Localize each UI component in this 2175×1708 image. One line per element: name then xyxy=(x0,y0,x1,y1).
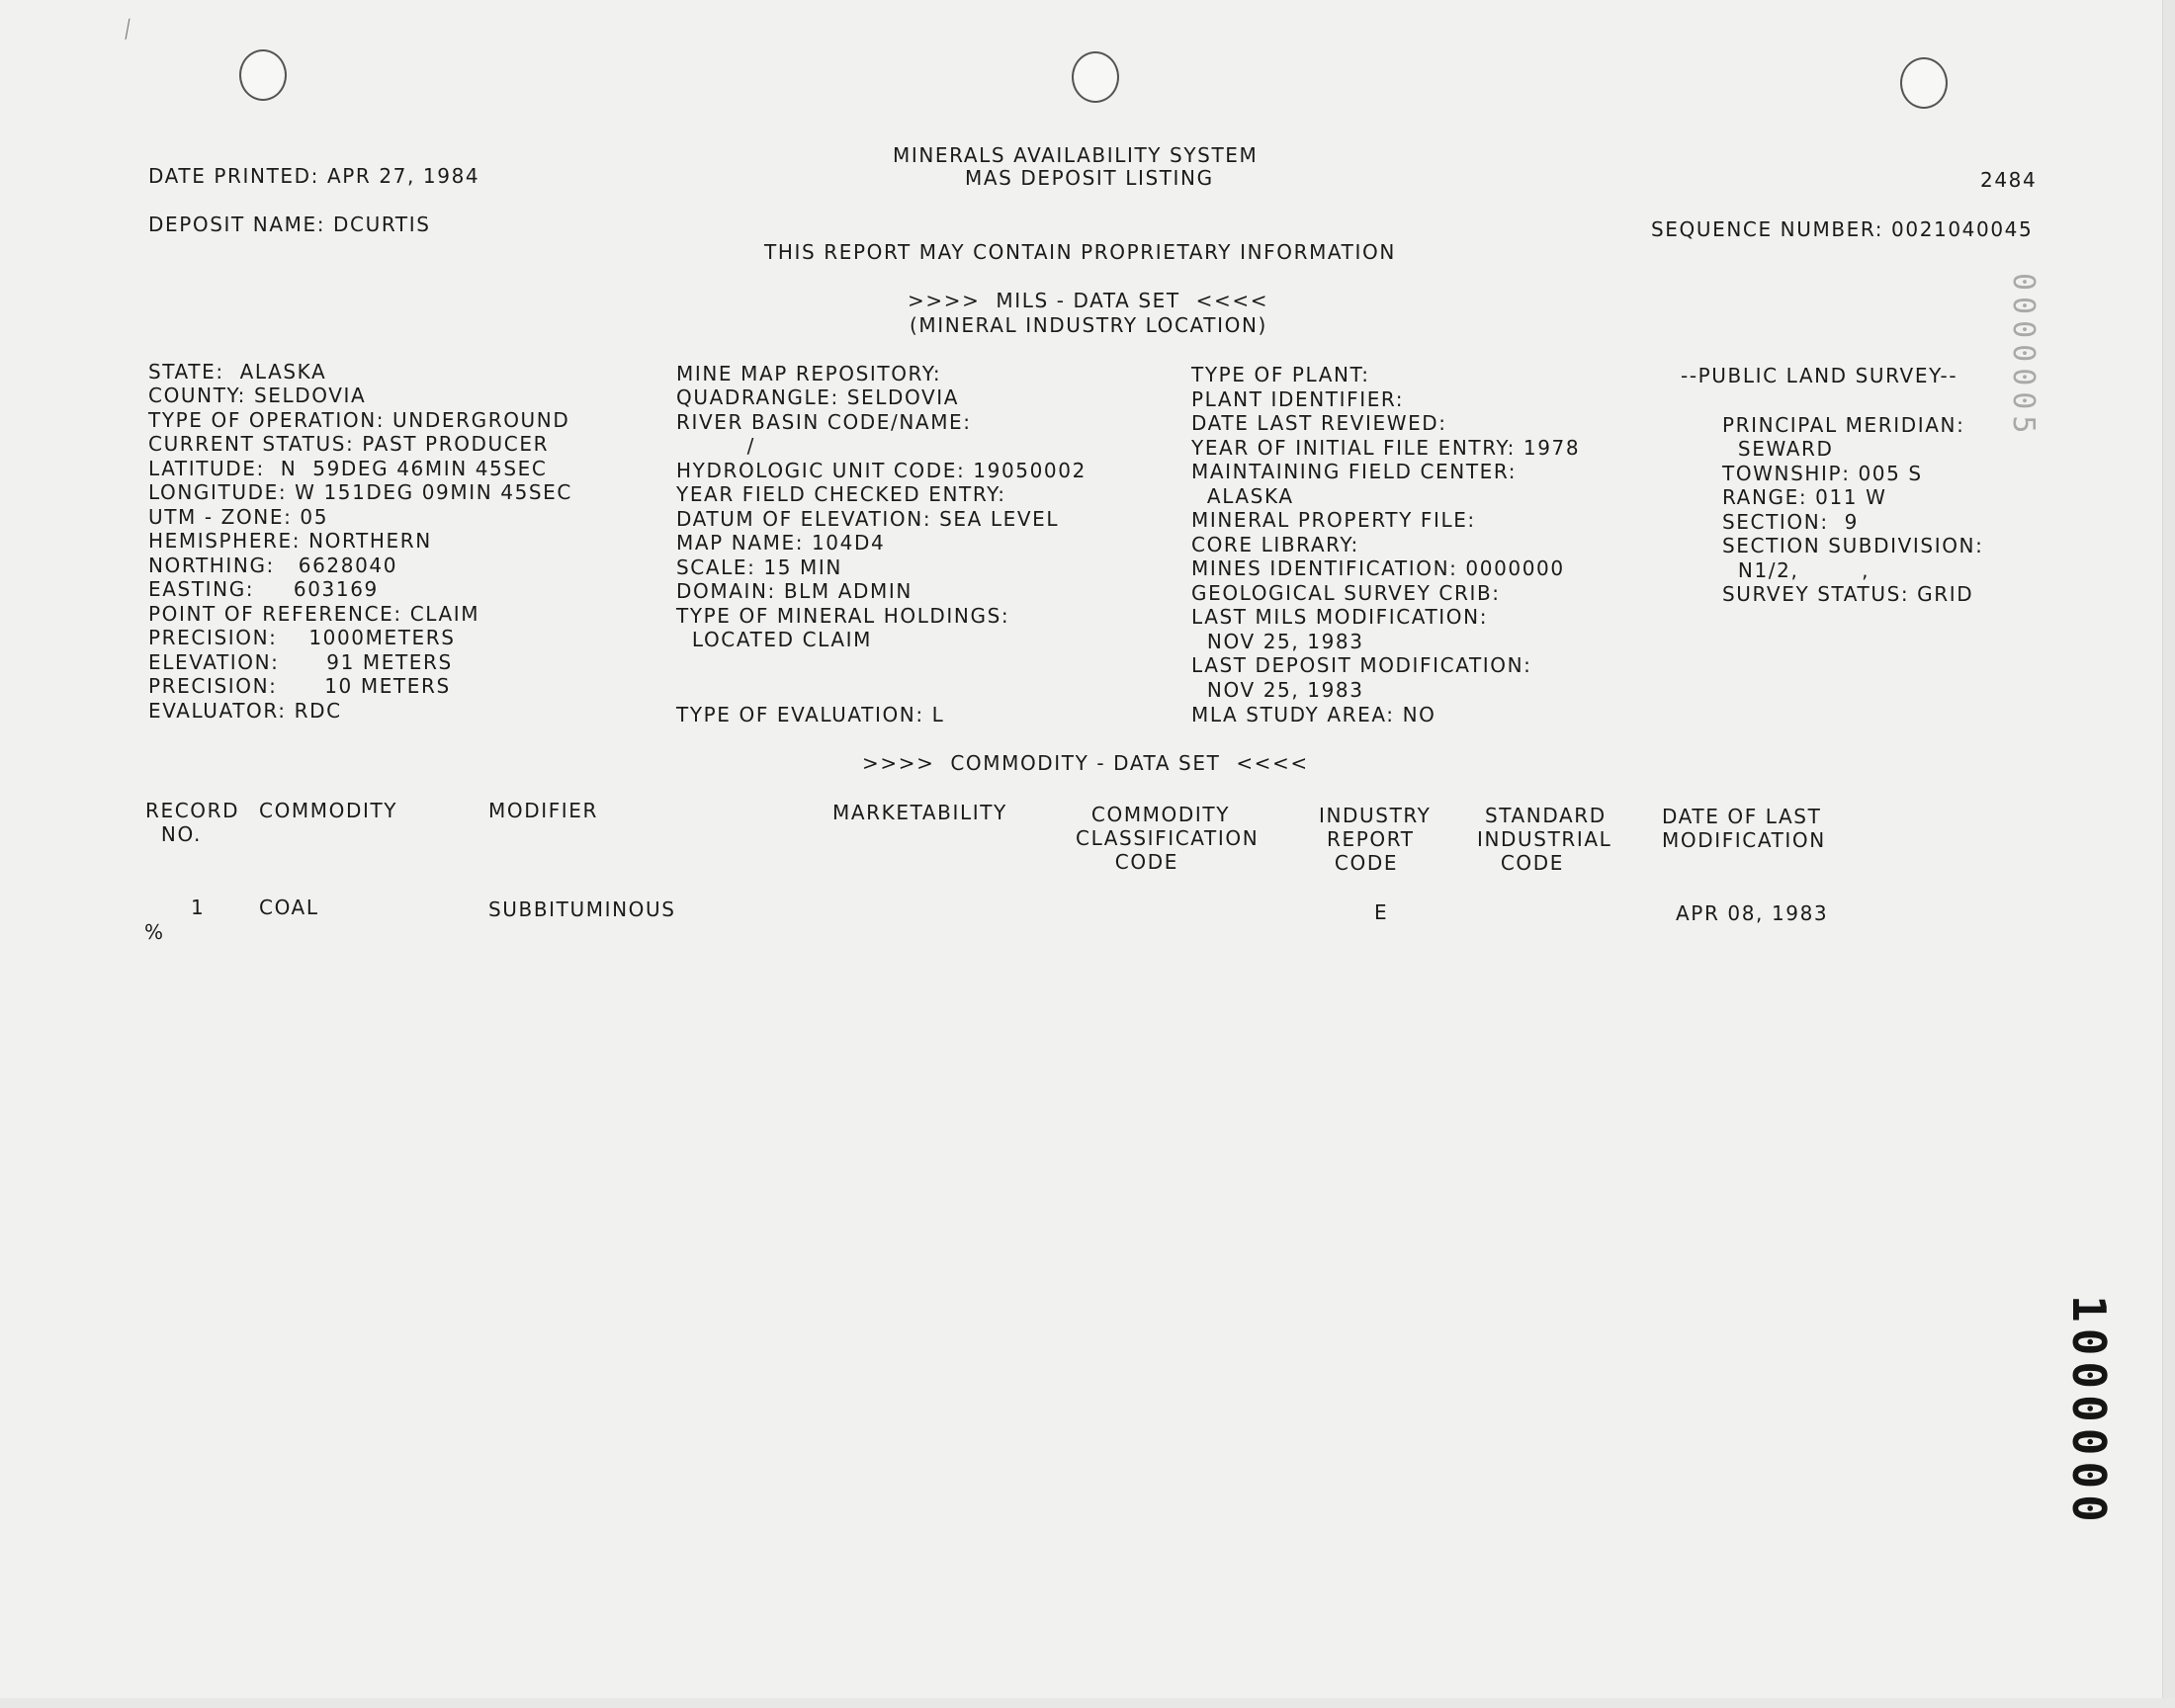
field-line: MINES IDENTIFICATION: 0000000 xyxy=(1191,556,1565,580)
commodity-modifier: SUBBITUMINOUS xyxy=(488,897,676,921)
column-header-date-mod: DATE OF LAST MODIFICATION xyxy=(1662,805,1826,852)
column-header-industry-report: INDUSTRY REPORT CODE xyxy=(1319,804,1432,875)
punch-hole xyxy=(1072,51,1119,103)
field-line: LAST MILS MODIFICATION: xyxy=(1191,605,1489,629)
field-line: CORE LIBRARY: xyxy=(1191,533,1359,556)
paper-edge xyxy=(2162,0,2175,1708)
field-line: / xyxy=(676,434,755,458)
field-line: MLA STUDY AREA: NO xyxy=(1191,703,1436,726)
commodity-name: COAL xyxy=(259,896,319,919)
date-printed: DATE PRINTED: APR 27, 1984 xyxy=(148,164,480,188)
proprietary-notice: THIS REPORT MAY CONTAIN PROPRIETARY INFORMATION xyxy=(764,240,1396,264)
field-line: TYPE OF EVALUATION: L xyxy=(676,703,945,726)
field-line: TYPE OF PLANT: xyxy=(1191,363,1370,386)
field-line: YEAR FIELD CHECKED ENTRY: xyxy=(676,482,1006,506)
punch-hole xyxy=(239,49,287,101)
field-line: LAST DEPOSIT MODIFICATION: xyxy=(1191,653,1532,677)
column-header-record-no: RECORD NO. xyxy=(145,799,240,846)
field-line: DATUM OF ELEVATION: SEA LEVEL xyxy=(676,507,1060,531)
record-number: 1 xyxy=(191,896,206,919)
field-line: NOV 25, 1983 xyxy=(1191,678,1364,702)
field-line: NORTHING: 6628040 xyxy=(148,554,398,577)
field-line: EVALUATOR: RDC xyxy=(148,699,342,723)
field-line: TYPE OF MINERAL HOLDINGS: xyxy=(676,604,1010,628)
field-line: NOV 25, 1983 xyxy=(1191,630,1364,653)
field-line: QUADRANGLE: SELDOVIA xyxy=(676,385,960,409)
mils-heading: >>>> MILS - DATA SET <<<< xyxy=(908,289,1269,312)
field-line: SEWARD xyxy=(1722,437,1834,461)
smudge-mark: ⟋ xyxy=(115,15,141,45)
field-line: SURVEY STATUS: GRID xyxy=(1722,582,1974,606)
column-header-marketability: MARKETABILITY xyxy=(832,801,1007,824)
field-line: DOMAIN: BLM ADMIN xyxy=(676,579,913,603)
field-line: HEMISPHERE: NORTHERN xyxy=(148,529,432,553)
survey-heading: --PUBLIC LAND SURVEY-- xyxy=(1681,364,1958,387)
field-line: MAP NAME: 104D4 xyxy=(676,531,886,555)
field-line: N1/2, , xyxy=(1722,558,1870,582)
field-line: MINERAL PROPERTY FILE: xyxy=(1191,508,1476,532)
commodity-heading: >>>> COMMODITY - DATA SET <<<< xyxy=(862,751,1309,775)
field-line: COUNTY: SELDOVIA xyxy=(148,384,367,407)
industry-report-code: E xyxy=(1374,900,1389,924)
field-line: LONGITUDE: W 151DEG 09MIN 45SEC xyxy=(148,480,572,504)
field-line: SCALE: 15 MIN xyxy=(676,555,842,579)
punch-hole xyxy=(1900,57,1948,109)
field-line: MAINTAINING FIELD CENTER: xyxy=(1191,460,1518,483)
field-line: ALASKA xyxy=(1191,484,1294,508)
footer-mark: % xyxy=(144,920,165,944)
field-line: PRECISION: 10 METERS xyxy=(148,674,451,698)
field-line: LATITUDE: N 59DEG 46MIN 45SEC xyxy=(148,457,548,480)
field-line: MINE MAP REPOSITORY: xyxy=(676,362,942,385)
column-header-modifier: MODIFIER xyxy=(488,799,599,822)
system-title: MINERALS AVAILABILITY SYSTEM xyxy=(893,143,1259,167)
field-line: TOWNSHIP: 005 S xyxy=(1722,462,1923,485)
field-line: TYPE OF OPERATION: UNDERGROUND xyxy=(148,408,570,432)
field-line: EASTING: 603169 xyxy=(148,577,379,601)
sequence-number: SEQUENCE NUMBER: 0021040045 xyxy=(1651,217,2034,241)
field-line: RIVER BASIN CODE/NAME: xyxy=(676,410,972,434)
side-stamp-faint: 0000005 xyxy=(2006,273,2041,440)
field-line: LOCATED CLAIM xyxy=(676,628,872,651)
field-line: SECTION: 9 xyxy=(1722,510,1859,534)
column-header-sic: STANDARD INDUSTRIAL CODE xyxy=(1477,804,1612,875)
field-line: STATE: ALASKA xyxy=(148,360,327,384)
page-number: 2484 xyxy=(1980,168,2038,192)
field-line: PRECISION: 1000METERS xyxy=(148,626,456,649)
field-line: HYDROLOGIC UNIT CODE: 19050002 xyxy=(676,459,1087,482)
field-line: SECTION SUBDIVISION: xyxy=(1722,534,1984,557)
deposit-name: DEPOSIT NAME: DCURTIS xyxy=(148,213,431,236)
paper-edge xyxy=(0,1698,2175,1708)
date-last-modification: APR 08, 1983 xyxy=(1676,901,1829,925)
column-header-classification: COMMODITY CLASSIFICATION CODE xyxy=(1076,803,1260,874)
field-line: UTM - ZONE: 05 xyxy=(148,505,329,529)
mils-subheading: (MINERAL INDUSTRY LOCATION) xyxy=(910,313,1267,337)
field-line: POINT OF REFERENCE: CLAIM xyxy=(148,602,480,626)
field-line: CURRENT STATUS: PAST PRODUCER xyxy=(148,432,550,456)
field-line: GEOLOGICAL SURVEY CRIB: xyxy=(1191,581,1501,605)
field-line: ELEVATION: 91 METERS xyxy=(148,650,453,674)
field-line: DATE LAST REVIEWED: xyxy=(1191,411,1447,435)
field-line: RANGE: 011 W xyxy=(1722,485,1887,509)
field-line: PLANT IDENTIFIER: xyxy=(1191,387,1405,411)
listing-title: MAS DEPOSIT LISTING xyxy=(965,166,1214,190)
field-line: PRINCIPAL MERIDIAN: xyxy=(1722,413,1965,437)
side-stamp-number: 1000000 xyxy=(2062,1295,2116,1528)
column-header-commodity: COMMODITY xyxy=(259,799,398,822)
field-line: YEAR OF INITIAL FILE ENTRY: 1978 xyxy=(1191,436,1581,460)
